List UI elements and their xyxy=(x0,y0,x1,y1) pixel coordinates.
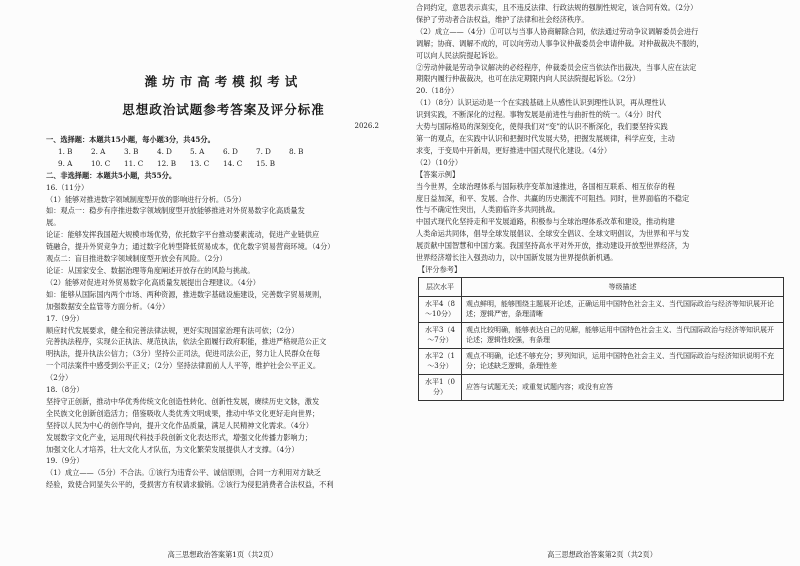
text-line: （1）成立——（5分）不合法。①该行为违背公平、诚信原则，合同一方利用对方缺乏 xyxy=(46,468,322,478)
text-line: 期限内履行仲裁裁决，也可在法定期限内向人民法院提起诉讼。（2分） xyxy=(416,74,640,84)
text-line: 如：能够从国际国内两个市场、两种资源，推进数字基础设施建设，完善数字贸易规则， xyxy=(46,289,327,299)
page2-body xyxy=(416,2,788,264)
answer-item: 15. B xyxy=(256,158,275,168)
answer-item: 5. A xyxy=(190,146,205,156)
text-line: 合同约定，意思表示真实，且不违反法律、行政法规的强制性规定，该合同有效。（2分） xyxy=(416,3,698,12)
page-footer: 高三思想政治答案第1页（共2页） xyxy=(167,550,278,559)
rubric-row xyxy=(419,296,784,322)
text-line: 度日益加深，和平、发展、合作、共赢的历史潮流不可阻挡。同时，世界面临的不稳定 xyxy=(416,193,690,203)
text-line: （2）成立——（4分）①可以与当事人协商解除合同，依法通过劳动争议调解委员会进行 xyxy=(416,26,699,36)
text-line: 中国式现代化坚持走和平发展道路，积极参与全球治理体系改革和建设，推动构建 xyxy=(416,217,675,227)
text-line: 识到实践，不断深化的过程。事物发展是前进性与曲折性的统一。（4分）时代 xyxy=(416,110,662,120)
text-line: 17.（9分） xyxy=(46,313,84,323)
answer-item: 3. B xyxy=(124,146,139,156)
text-line: 全民族文化创新创造活力；借鉴吸收人类优秀文明成果，推动中华文化更好走向世界； xyxy=(46,408,320,418)
rubric-table xyxy=(418,277,784,401)
rubric-title: 【评分参考】 xyxy=(418,264,462,274)
text-line: 链融合，提升外贸竞争力；通过数字化转型降低贸易成本，优化数字贸易营商环境。（4分） xyxy=(46,242,335,252)
text-line: 顺应时代发展要求，健全和完善法律法规，更好实现国家治理有法可依；（2分） xyxy=(46,325,299,335)
answer-item: 9. A xyxy=(58,158,73,168)
text-line: 性与不确定性突出，人类面临许多共同挑战。 xyxy=(416,205,560,215)
answer-item: 2. A xyxy=(91,146,106,156)
text-line: 人类命运共同体，倡导全球发展倡议、全球安全倡议、全球文明倡议，为世界和平与发 xyxy=(416,229,690,239)
text-line: 第一的观点，在实践中认识和把握时代发展大势，把握发展规律，科学应变，主动 xyxy=(416,133,675,143)
rubric-desc: 观点不明确，论述不够充分；罗列知识，运用中国特色社会主义、当代国际政治与经济知识说明不充分；论述缺乏逻辑，条理性差 xyxy=(462,348,784,374)
text-line: 当今世界，全球治理体系与国际秩序变革加速推进，各国相互联系、相互依存的程 xyxy=(416,181,675,191)
section1-header: 一、选择题：本题共15小题，每小题3分，共45分。 xyxy=(46,135,215,144)
text-line: 坚持以人民为中心的创作导向，提升文化作品质量，满足人民精神文化需求。（4分） xyxy=(46,420,313,430)
answer-item: 7. D xyxy=(256,146,271,156)
answer-item: 12. B xyxy=(157,158,176,168)
answers-row-2 xyxy=(46,158,401,170)
page-title: 潍坊市高考模拟考试 xyxy=(144,74,303,89)
answer-item: 14. C xyxy=(223,158,243,168)
answers-row-1 xyxy=(46,146,401,158)
text-line: 18.（8分） xyxy=(46,385,84,395)
rubric-level: 水平3（4～7分） xyxy=(419,322,462,348)
answer-item: 13. C xyxy=(190,158,210,168)
text-line: 展。 xyxy=(46,218,61,228)
rubric-level: 水平2（1～3分） xyxy=(419,348,462,374)
rubric-level: 水平4（8～10分） xyxy=(419,296,462,322)
answer-item: 6. D xyxy=(223,146,238,156)
text-line: 论证：从国家安全、数据治理等角度阐述开放存在的风险与挑战。 xyxy=(46,265,255,275)
section2-header: 二、非选择题：本题共5小题，共55分。 xyxy=(46,170,177,180)
text-line: 展贡献中国智慧和中国方案。我国坚持高水平对外开放，推动建设开放型世界经济，为 xyxy=(416,241,690,251)
text-line: 发展数字文化产业，运用现代科技手段创新文化表达形式，增强文化传播力影响力； xyxy=(46,432,312,442)
text-line: 求变，于变局中开新局，更好推进中国式现代化建设。（4分） xyxy=(416,145,612,155)
text-line: 20.（18分） xyxy=(416,86,459,96)
answer-item: 4. D xyxy=(157,146,172,156)
text-line: ②劳动仲裁是劳动争议解决的必经程序，仲裁委员会应当依法作出裁决，当事人应在法定 xyxy=(416,62,697,72)
rubric-row xyxy=(419,348,784,374)
text-line: 保护了劳动者合法权益，维护了法律和社会经济秩序。 xyxy=(416,14,589,24)
exam-date: 2026.2 xyxy=(354,122,379,130)
text-line: （1）（8分）认识运动是一个在实践基础上从感性认识到理性认识，再从理性认 xyxy=(416,98,666,108)
text-line: 大势与国际格局的深刻变化，使得我们对“变”的认识不断深化，我们要坚持实践 xyxy=(416,122,668,132)
rubric-desc: 观点比较明确，能够表达自己的见解，能够运用中国特色社会主义、当代国际政治与经济等知识展开论述；逻辑性较强，有条理 xyxy=(462,322,784,348)
text-line: 加强数据安全监管等方面分析。（4分） xyxy=(46,301,170,311)
answer-item: 11. C xyxy=(124,158,144,168)
answer-item: 8. B xyxy=(289,146,304,156)
page-1 xyxy=(40,0,405,566)
text-line: 【答案示例】 xyxy=(416,169,460,179)
text-line: （1）能够对推进数字领域制度型开放的影响进行分析。（5分） xyxy=(46,194,246,204)
rubric-header-row xyxy=(419,277,784,296)
text-line: 一个司法案件中感受到公平正义；（2分）坚持法律面前人人平等，维护社会公平正义。 xyxy=(46,361,321,371)
page-footer: 高三思想政治答案第2页（共2页） xyxy=(547,550,657,559)
text-line: 完善执法程序，实现公正执法、规范执法，依法全面履行政府职能，推进严格规范公正文 xyxy=(46,337,327,347)
text-line: 加强文化人才培养，壮大文化人才队伍，为文化繁荣发展提供人才支撑。（4分） xyxy=(46,444,299,454)
rubric-header-desc: 等级描述 xyxy=(462,277,784,296)
page1-body xyxy=(46,182,401,492)
page-2 xyxy=(412,0,792,566)
page-subtitle: 思想政治试题参考答案及评分标准 xyxy=(122,102,325,117)
text-line: 可以向人民法院提起诉讼。 xyxy=(416,50,503,60)
text-line: 16.（11分） xyxy=(46,182,89,192)
text-line: 坚持守正创新，推动中华优秀传统文化创造性转化、创新性发展，赓续历史文脉，激发 xyxy=(46,396,320,406)
text-line: 论证：能够发挥我国超大规模市场优势，依托数字平台推动要素流动，促进产业链供应 xyxy=(46,230,320,240)
rubric-level: 水平1（0分） xyxy=(419,374,462,400)
text-line: 19.（9分） xyxy=(46,456,84,466)
text-line: （2）能够对促进对外贸易数字化高质量发展提出合理建议。（4分） xyxy=(46,277,260,287)
rubric-row xyxy=(419,322,784,348)
rubric-desc: 观点鲜明，能够围绕主题展开论述，正确运用中国特色社会主义、当代国际政治与经济等知识展开论述；逻辑严密，条理清晰 xyxy=(462,296,784,322)
text-line: 经验，致使合同显失公平的，受损害方有权请求撤销。②该行为侵犯消费者合法权益，不利 xyxy=(46,480,334,490)
text-line: （2分） xyxy=(46,373,73,383)
rubric-header-level: 层次水平 xyxy=(419,277,462,296)
text-line: 调解；协商、调解不成的，可以向劳动人事争议仲裁委员会申请仲裁。对仲裁裁决不服的， xyxy=(416,38,704,48)
text-line: 如：观点一：稳步有序推进数字领域制度型开放能够推进对外贸易数字化高质量发 xyxy=(46,206,305,216)
text-line: 观点二：盲目推进数字领域制度型开放会有风险。（2分） xyxy=(46,254,227,264)
text-line: 世界经济增长注入强劲动力，以中国新发展为世界提供新机遇。 xyxy=(416,253,618,263)
answer-item: 10. C xyxy=(91,158,111,168)
rubric-row xyxy=(419,374,784,400)
text-line: （2）（10分） xyxy=(416,157,463,167)
rubric-desc: 应答与试题无关；或重复试题内容；或没有应答 xyxy=(462,374,784,400)
answer-item: 1. B xyxy=(58,146,73,156)
text-line: 明执法，提升执法公信力；（3分）坚持公正司法，促进司法公正，努力让人民群众在每 xyxy=(46,349,321,359)
